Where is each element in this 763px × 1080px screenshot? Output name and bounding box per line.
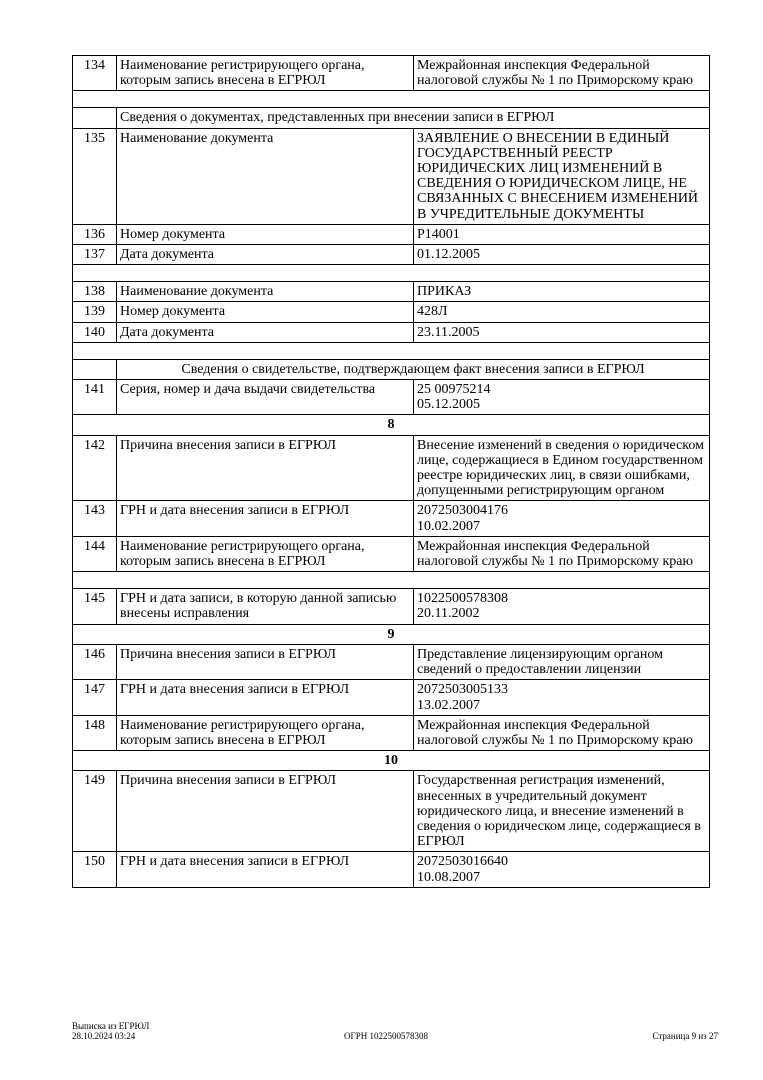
field-value: 01.12.2005 xyxy=(414,245,710,265)
table-row xyxy=(73,435,710,501)
blank-separator-row xyxy=(73,342,710,359)
footer-ogrn: ОГРН 1022500578308 xyxy=(344,1031,428,1041)
field-value: ЗАЯВЛЕНИЕ О ВНЕСЕНИИ В ЕДИНЫЙ ГОСУДАРСТВЕННЫЙ РЕЕСТР ЮРИДИЧЕСКИХ ЛИЦ ИЗМЕНЕНИЙ В СВЕДЕНИЯ О ЮРИДИЧЕСКОМ ЛИЦЕ, НЕ СВЯЗАННЫХ С ВНЕСЕНИЕМ ИЗМЕНЕНИЙ В УЧРЕДИТЕЛЬНЫЕ ДОКУМЕНТЫ xyxy=(414,128,710,224)
table-row xyxy=(73,380,710,415)
footer-left xyxy=(72,1021,149,1041)
row-number: 149 xyxy=(73,771,117,852)
table-row xyxy=(73,715,710,750)
row-number: 145 xyxy=(73,589,117,624)
row-number: 146 xyxy=(73,644,117,679)
blank-cell xyxy=(73,265,710,282)
row-number: 139 xyxy=(73,302,117,322)
field-value: 428Л xyxy=(414,302,710,322)
row-number: 147 xyxy=(73,680,117,715)
field-name: Номер документа xyxy=(117,302,414,322)
field-name: ГРН и дата внесения записи в ЕГРЮЛ xyxy=(117,501,414,536)
blank-cell xyxy=(73,91,710,108)
row-number: 138 xyxy=(73,282,117,302)
field-value: Межрайонная инспекция Федеральной налоговой службы № 1 по Приморскому краю xyxy=(414,56,710,91)
field-value: 2072503016640 10.08.2007 xyxy=(414,852,710,887)
section-header-row xyxy=(73,108,710,128)
field-name: Дата документа xyxy=(117,322,414,342)
table-row xyxy=(73,224,710,244)
field-value: ПРИКАЗ xyxy=(414,282,710,302)
footer-datetime: 28.10.2024 03:24 xyxy=(72,1031,136,1041)
field-name: Наименование регистрирующего органа, которым запись внесена в ЕГРЮЛ xyxy=(117,56,414,91)
egrul-extract-table xyxy=(72,55,710,888)
field-value: Р14001 xyxy=(414,224,710,244)
table-row xyxy=(73,322,710,342)
field-value: Межрайонная инспекция Федеральной налоговой службы № 1 по Приморскому краю xyxy=(414,715,710,750)
field-name: Наименование регистрирующего органа, которым запись внесена в ЕГРЮЛ xyxy=(117,715,414,750)
field-name: ГРН и дата записи, в которую данной записью внесены исправления xyxy=(117,589,414,624)
blank-separator-row xyxy=(73,91,710,108)
field-value: 23.11.2005 xyxy=(414,322,710,342)
field-value: Межрайонная инспекция Федеральной налоговой службы № 1 по Приморскому краю xyxy=(414,536,710,571)
section-empty-cell xyxy=(73,359,117,379)
field-value: 25 00975214 05.12.2005 xyxy=(414,380,710,415)
table-row xyxy=(73,302,710,322)
record-group-number: 10 xyxy=(73,751,710,771)
row-number: 143 xyxy=(73,501,117,536)
row-number: 141 xyxy=(73,380,117,415)
blank-separator-row xyxy=(73,572,710,589)
row-number: 137 xyxy=(73,245,117,265)
field-name: Дата документа xyxy=(117,245,414,265)
field-name: Причина внесения записи в ЕГРЮЛ xyxy=(117,435,414,501)
field-value: 2072503005133 13.02.2007 xyxy=(414,680,710,715)
table-row xyxy=(73,536,710,571)
field-name: Наименование документа xyxy=(117,282,414,302)
table-row xyxy=(73,56,710,91)
section-empty-cell xyxy=(73,108,117,128)
section-title: Сведения о документах, представленных при внесении записи в ЕГРЮЛ xyxy=(117,108,710,128)
table-row xyxy=(73,680,710,715)
field-value: Государственная регистрация изменений, внесенных в учредительный документ юридического лица, и внесение изменений в сведения о юридическом лице, содержащиеся в ЕГРЮЛ xyxy=(414,771,710,852)
field-name: Серия, номер и дача выдачи свидетельства xyxy=(117,380,414,415)
footer-document-name: Выписка из ЕГРЮЛ xyxy=(72,1021,150,1031)
table-row xyxy=(73,589,710,624)
field-name: Причина внесения записи в ЕГРЮЛ xyxy=(117,771,414,852)
field-value: Представление лицензирующим органом сведений о предоставлении лицензии xyxy=(414,644,710,679)
table-row xyxy=(73,245,710,265)
record-group-number: 8 xyxy=(73,415,710,435)
blank-separator-row xyxy=(73,265,710,282)
row-number: 140 xyxy=(73,322,117,342)
field-name: Наименование регистрирующего органа, которым запись внесена в ЕГРЮЛ xyxy=(117,536,414,571)
row-number: 142 xyxy=(73,435,117,501)
field-value: 1022500578308 20.11.2002 xyxy=(414,589,710,624)
field-value: 2072503004176 10.02.2007 xyxy=(414,501,710,536)
egrul-table-body xyxy=(73,56,710,888)
row-number: 134 xyxy=(73,56,117,91)
section-title: Сведения о свидетельстве, подтверждающем факт внесения записи в ЕГРЮЛ xyxy=(117,359,710,379)
record-group-header-row xyxy=(73,751,710,771)
table-row xyxy=(73,852,710,887)
row-number: 144 xyxy=(73,536,117,571)
table-row xyxy=(73,771,710,852)
table-row xyxy=(73,644,710,679)
row-number: 136 xyxy=(73,224,117,244)
table-row xyxy=(73,128,710,224)
row-number: 148 xyxy=(73,715,117,750)
record-group-header-row xyxy=(73,624,710,644)
row-number: 150 xyxy=(73,852,117,887)
field-name: Наименование документа xyxy=(117,128,414,224)
blank-cell xyxy=(73,342,710,359)
field-name: Причина внесения записи в ЕГРЮЛ xyxy=(117,644,414,679)
field-value: Внесение изменений в сведения о юридическом лице, содержащиеся в Едином государственном реестре юридических лиц, в связи ошибками, допущенными регистрирующим органом xyxy=(414,435,710,501)
row-number: 135 xyxy=(73,128,117,224)
blank-cell xyxy=(73,572,710,589)
record-group-number: 9 xyxy=(73,624,710,644)
table-row xyxy=(73,501,710,536)
field-name: ГРН и дата внесения записи в ЕГРЮЛ xyxy=(117,680,414,715)
field-name: ГРН и дата внесения записи в ЕГРЮЛ xyxy=(117,852,414,887)
field-name: Номер документа xyxy=(117,224,414,244)
footer-page-number: Страница 9 из 27 xyxy=(652,1031,718,1041)
record-group-header-row xyxy=(73,415,710,435)
table-row xyxy=(73,282,710,302)
section-header-row xyxy=(73,359,710,379)
